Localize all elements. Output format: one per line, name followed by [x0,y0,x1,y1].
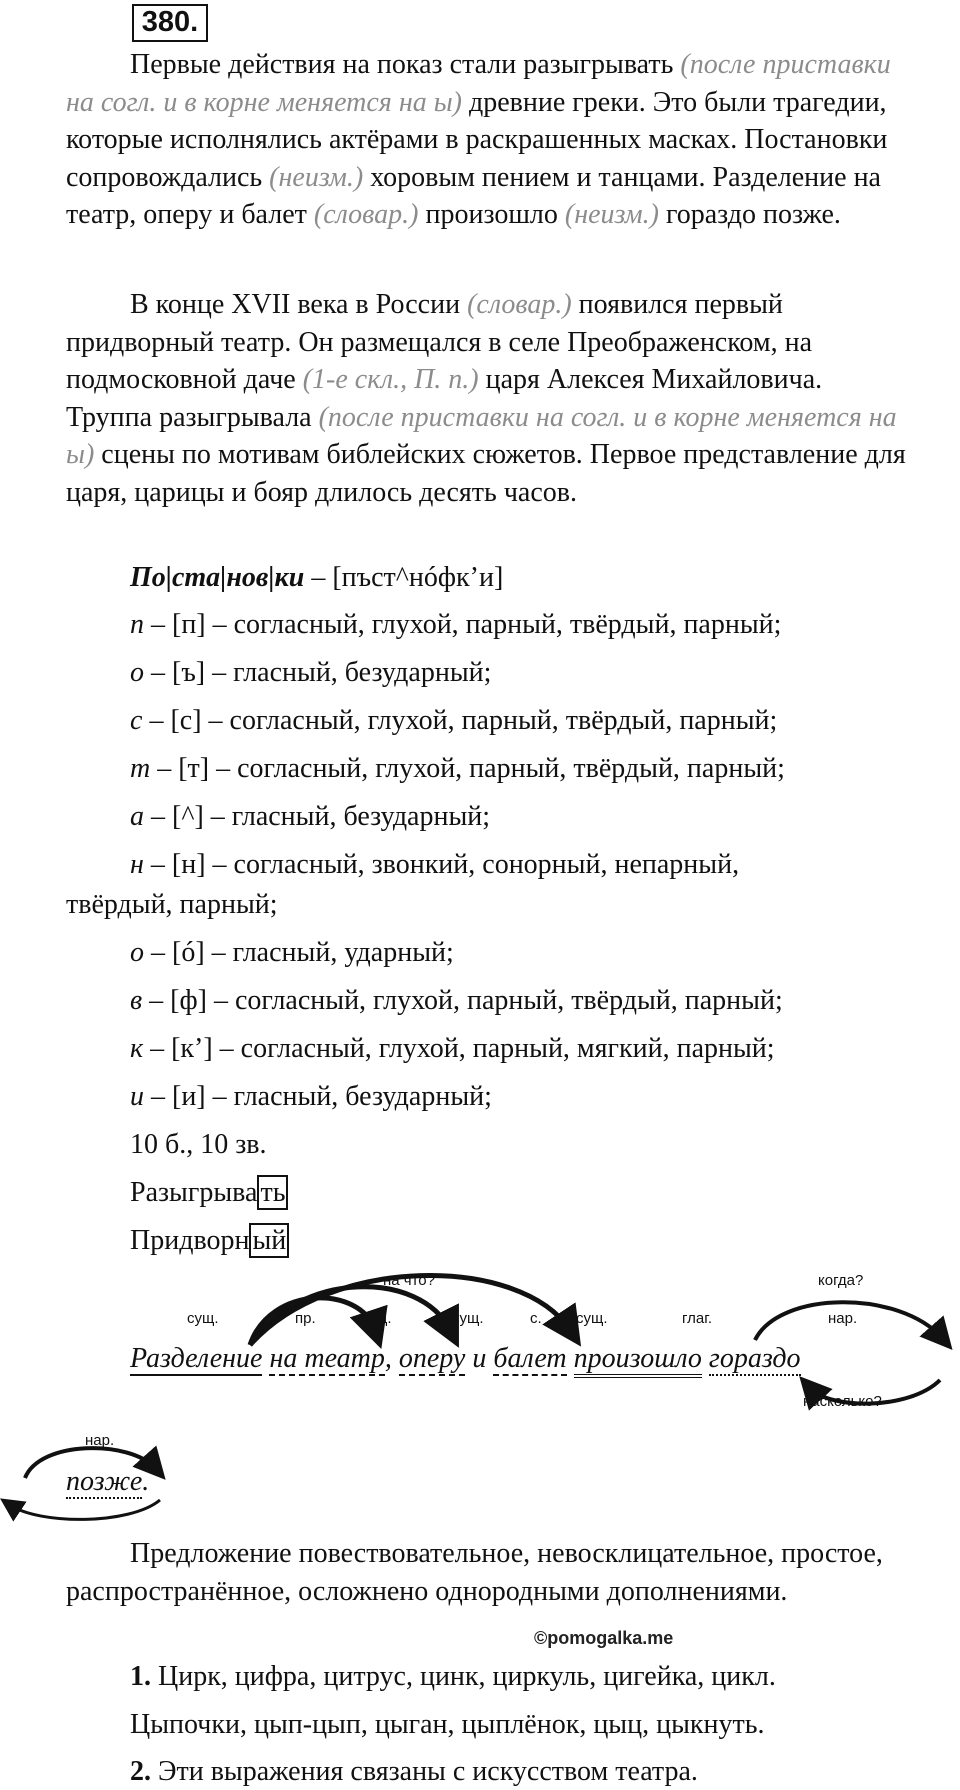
row-desc: – [и] – гласный, безударный; [144,1081,492,1112]
answer-1a [130,1659,776,1695]
row-letter: п [130,609,144,640]
word1-stem: Разыгрыва [130,1177,258,1208]
label-verb: глаг. [682,1310,713,1327]
object-word-2: оперу [398,1343,466,1374]
adverbial-word-2: позже [66,1466,143,1497]
row-desc: – [н] – согласный, звонкий, сонорный, непарный, [143,849,740,880]
row-desc: – [с] – согласный, глухой, парный, твёрдый, парный; [142,705,778,736]
word2-stem: Придворн [130,1225,250,1256]
phonetic-summary: 10 б., 10 зв. [130,1129,267,1160]
word1-ending-box: ть [257,1175,288,1210]
object-word-1: на театр [269,1343,385,1374]
label-noun-4: сущ. [576,1310,608,1327]
phonetic-dash: – [304,562,333,593]
question-what: на что? [383,1272,435,1289]
label-conj: с. [530,1310,542,1327]
p1-comment-1: (после приставки на согл. и в корне меняется на ы) [66,49,891,118]
row-letter: и [130,1081,144,1112]
row-letter: о [130,937,144,968]
arrow-from-gorazdo [810,1380,940,1404]
p2-text-1: В конце XVII века в России [130,289,461,320]
arrow-from-pozzhe [10,1500,160,1519]
answer-1a-text: Цирк, цифра, цитрус, цинк, циркуль, цигейка, цикл. [158,1661,776,1692]
row-desc: – [т] – согласный, глухой, парный, твёрдый, парный; [150,753,785,784]
p2-text-4: сцены по мотивам библейских сюжетов. Первое представление для царя, царицы и бояр длилось десять часов. [66,439,906,508]
answer-1b: Цыпочки, цып-цып, цыган, цыплёнок, цыц, цыкнуть. [130,1709,765,1740]
p2-text-2: появился первый придворный театр. Он размещался в селе Преображенском, на подмосковной даче [66,289,813,396]
p1-text-4: произошло [425,199,558,231]
row-letter: с [130,705,143,736]
label-adv-1: нар. [828,1310,858,1327]
question-how-much: насколько? [803,1393,882,1410]
row-desc: – [ó] – гласный, ударный; [144,937,454,968]
arrow-to-ballet [250,1275,570,1345]
row-letter: о [130,657,144,688]
predicate-word: произошло [574,1343,702,1378]
label-prep: пр. [295,1310,316,1327]
label-noun-2: сущ. [360,1310,392,1327]
conjunction: и [472,1343,487,1374]
p1-text-1: Первые действия на показ стали разыгрывать [130,49,674,80]
row-desc: – [ъ] – гласный, безударный; [144,657,492,688]
sentence-characteristic: Предложение повествовательное, невосклицательное, простое, распространённое, осложнено однородными дополнениями. [66,1538,883,1607]
question-when: когда? [818,1272,864,1289]
label-noun-1: сущ. [187,1310,219,1327]
p1-text-3: хоровым пением и танцами. Разделение на театр, оперу и балет [66,161,881,231]
label-adv-2: нар. [85,1432,115,1449]
p2-comment-1: (словар.) [467,289,572,320]
arrow-to-gorazdo [755,1302,942,1340]
p2-comment-3: (после приставки на согл. и в корне меняется на ы) [66,401,897,471]
answer-2-num: 2. [130,1756,151,1787]
period: . [142,1466,150,1497]
row-desc: – [ф] – согласный, глухой, парный, твёрдый, парный; [142,985,783,1016]
p1-text-2: древние греки. Это были трагедии, которые исполнялись актёрами в раскрашенных масках. Постановки сопровождались [66,86,888,193]
answer-1-num: 1. [130,1661,151,1692]
watermark: ©pomogalka.me [534,1628,674,1648]
row-desc: – [к’] – согласный, глухой, парный, мягкий, парный; [143,1033,775,1064]
comma: , [384,1343,392,1374]
p1-text-5: гораздо позже. [665,199,841,231]
subject-word: Разделение [130,1343,263,1374]
p1-comment-4: (неизм.) [564,199,659,231]
label-noun-3: сущ. [452,1310,484,1327]
phonetic-row-6-continuation: твёрдый, парный; [66,889,278,920]
task-number: 380. [132,4,208,42]
row-desc: – [п] – согласный, глухой, парный, твёрдый, парный; [144,609,782,640]
p2-comment-2: (1-е скл., П. п.) [302,364,479,396]
row-letter: н [130,849,144,880]
p2-text-3: царя Алексея Михайловича. Труппа разыгрывала [66,364,823,433]
arrow-to-pozzhe [25,1448,155,1478]
object-word-3: балет [493,1343,567,1374]
row-desc: – [^] – гласный, безударный; [144,801,491,832]
word2-ending-box: ый [249,1223,289,1258]
p1-comment-3: (словар.) [313,199,419,231]
row-letter: т [130,753,151,784]
answer-2-text: Эти выражения связаны с искусством театра. [158,1756,698,1787]
answer-2 [130,1754,698,1790]
phonetic-transcription: [пъст^нóфк’и] [332,562,504,593]
phonetic-word: По|ста|нов|ки [130,562,305,593]
adverbial-word-1: гораздо [708,1343,801,1374]
row-letter: в [130,985,143,1016]
row-letter: к [130,1033,144,1064]
p1-comment-2: (неизм.) [269,161,364,193]
row-letter: а [130,801,144,832]
